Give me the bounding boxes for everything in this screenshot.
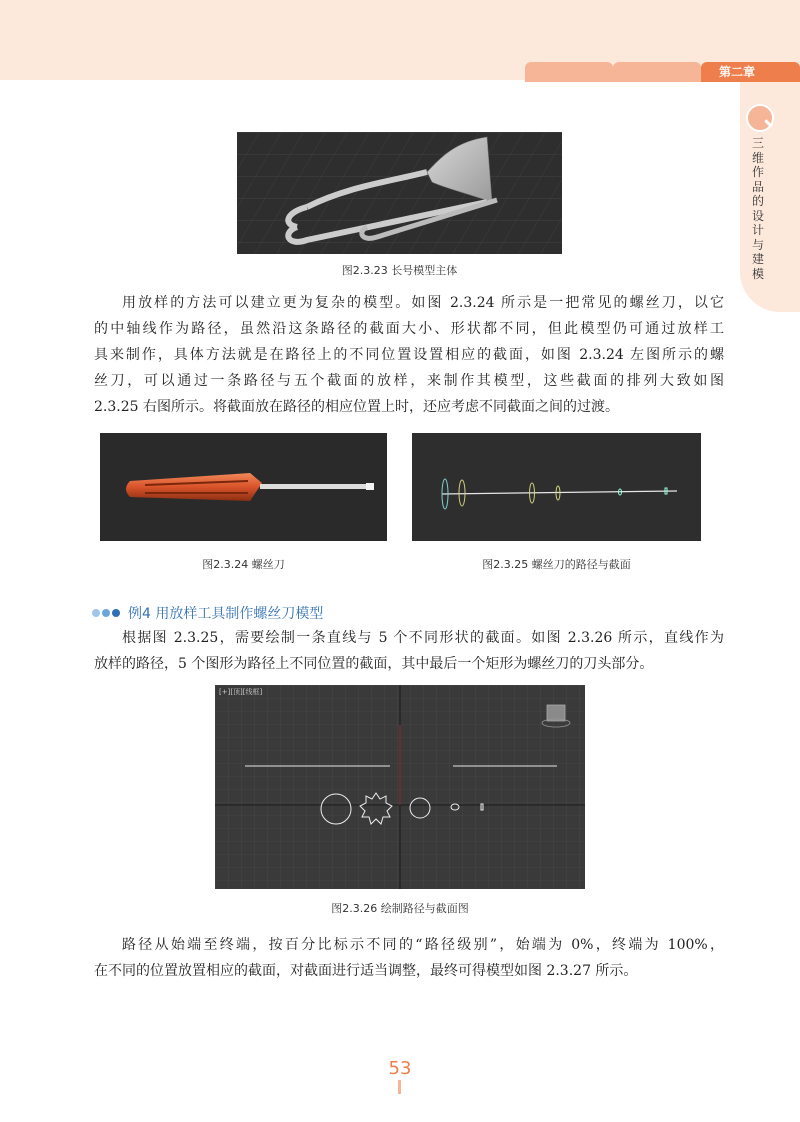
text-line: 根据图 2.3.25，需要绘制一条直线与 5 个不同形状的截面。如图 2.3.26 所示，直线作为 (122, 630, 724, 646)
screwdriver-illustration (100, 433, 387, 541)
viewport-label: [+][顶][线框] (219, 688, 263, 696)
text-line: 路径从始端至终端，按百分比标示不同的“路径级别”，始端为 0%，终端为 100%， (122, 937, 724, 953)
example-heading (92, 603, 323, 623)
example-title: 例4 用放样工具制作螺丝刀模型 (128, 606, 324, 622)
path-sections-illustration (412, 433, 701, 541)
body-paragraph (94, 932, 724, 984)
chapter-label: 第二章 (701, 62, 800, 82)
trombone-illustration (237, 132, 562, 254)
side-chapter-title: 三维作品的设计与建模 (752, 136, 765, 281)
page-number-decor (398, 1080, 401, 1094)
figure-trombone (237, 132, 562, 254)
example-dots-icon (92, 609, 122, 617)
dot (112, 609, 120, 617)
text-line: 放样的路径，5 个图形为路径上不同位置的截面，其中最后一个矩形为螺丝刀的刀头部分。 (94, 656, 654, 672)
viewport-illustration (215, 685, 585, 889)
figure-caption: 图2.3.25 螺丝刀的路径与截面 (482, 558, 631, 571)
figure-caption: 图2.3.23 长号模型主体 (341, 264, 458, 277)
figure-viewport (215, 685, 585, 889)
figure-screwdriver (100, 433, 387, 541)
magnifier-icon (746, 104, 774, 132)
dot (102, 609, 110, 617)
text-line: 2.3.25 右图所示。将截面放在路径的相应位置上时，还应考虑不同截面之间的过渡。 (94, 399, 619, 415)
chapter-tab-decor (613, 62, 701, 82)
text-line: 用放样的方法可以建立更为复杂的模型。如图 2.3.24 所示是一把常见的螺丝刀，以它 (122, 295, 724, 311)
figure-caption: 图2.3.26 绘制路径与截面图 (331, 902, 469, 915)
page-number: 53 (388, 1058, 412, 1079)
chapter-tab-decor (525, 62, 613, 82)
figure-caption: 图2.3.24 螺丝刀 (202, 558, 285, 571)
text-line: 的中轴线作为路径，虽然沿这条路径的截面大小、形状都不同，但此模型仍可通过放样工 (94, 321, 724, 337)
text-line: 在不同的位置放置相应的截面，对截面进行适当调整，最终可得模型如图 2.3.27 所示。 (94, 963, 638, 979)
text-line: 丝刀，可以通过一条路径与五个截面的放样，来制作其模型，这些截面的排列大致如图 (94, 373, 724, 389)
body-paragraph (94, 290, 724, 420)
body-paragraph (94, 625, 724, 677)
figure-path-sections (412, 433, 701, 541)
dot (92, 609, 100, 617)
text-line: 具来制作，具体方法就是在路径上的不同位置设置相应的截面，如图 2.3.24 左图所示的螺 (94, 347, 724, 363)
